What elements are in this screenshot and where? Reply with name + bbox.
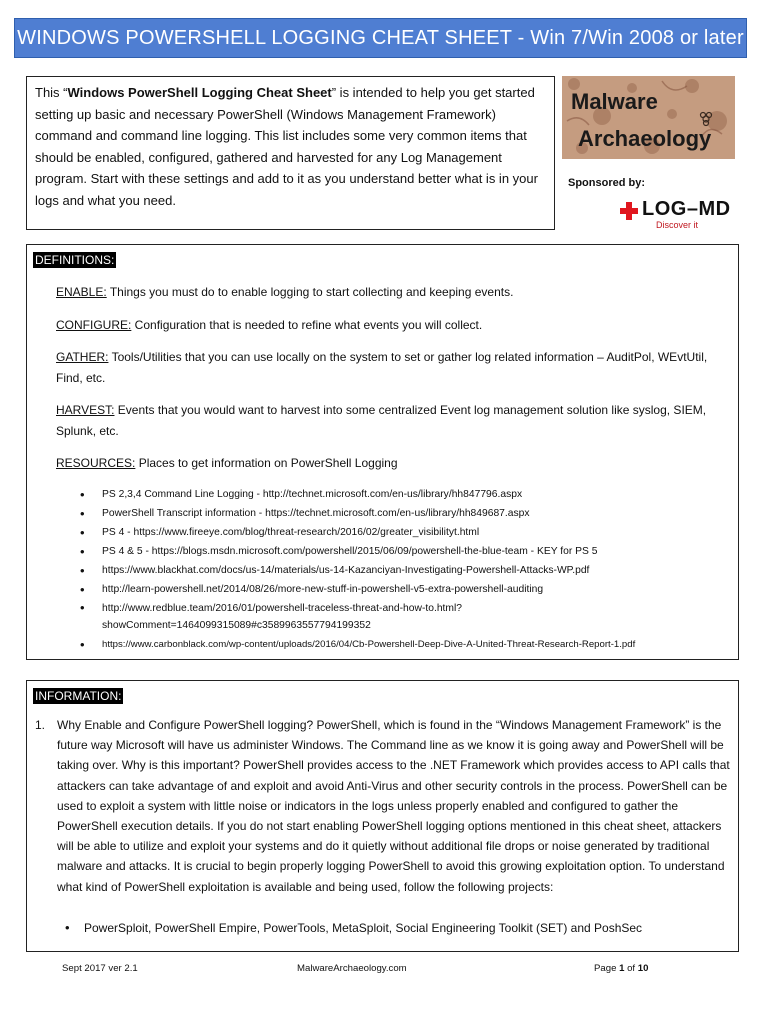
resource-link[interactable]: • http://www.redblue.team/2016/01/powershell-traceless-threat-and-how-to.html?showComment=1464099315089#c3589963557794199352 — [80, 599, 472, 635]
intro-text: ” is intended to help you get started setting up basic and necessary PowerShell (Windows Management Framework) command and command line logging. This list includes some very common items that should be enabled, configured, gathered and harvested for any Log Management program. Start with these settings and add to it as you understand better what is in your logs and what you need. — [35, 85, 538, 208]
definition-gather — [56, 347, 726, 389]
definition-text: Things you must do to enable logging to start collecting and keeping events. — [106, 285, 514, 299]
resource-link[interactable]: • PowerShell Transcript information - https://technet.microsoft.com/en-us/library/hh849687.aspx — [80, 504, 720, 523]
sponsor-label: Sponsored by: — [568, 177, 646, 189]
definition-text: Places to get information on PowerShell Logging — [135, 456, 398, 470]
information-bullet: • PowerSploit, PowerShell Empire, PowerTools, MetaSploit, Social Engineering Toolkit (SET) and PoshSec — [65, 919, 642, 937]
logo-line-2: Archaeology — [578, 126, 712, 151]
log-md-name: LOG–MD — [642, 198, 731, 220]
definition-text: Tools/Utilities that you can use locally on the system to set or gather log related information – AuditPol, WEvtUtil, Find, etc. — [56, 350, 708, 385]
definition-key: ENABLE: — [56, 285, 107, 299]
red-cross-icon — [620, 202, 638, 220]
resource-link[interactable]: • PS 4 & 5 - https://blogs.msdn.microsoft.com/powershell/2015/06/09/powershell-the-blue-team - KEY for PS 5 — [80, 542, 720, 561]
resource-link[interactable]: • https://www.carbonblack.com/wp-content/uploads/2016/04/Cb-Powershell-Deep-Dive-A-United-Threat-Research-Report-1.pdf — [80, 635, 720, 654]
resource-link[interactable]: • PS 2,3,4 Command Line Logging - http://technet.microsoft.com/en-us/library/hh847796.aspx — [80, 485, 720, 504]
footer-site: MalwareArchaeology.com — [297, 963, 407, 974]
resources-list — [80, 485, 720, 654]
intro-box — [26, 76, 555, 230]
footer-page — [594, 963, 648, 974]
footer-date: Sept 2017 ver 2.1 — [62, 963, 138, 974]
page-number: 1 — [619, 963, 625, 974]
page-of: of — [624, 963, 638, 974]
information-section — [26, 680, 739, 952]
definition-configure — [56, 315, 726, 336]
definition-enable — [56, 282, 726, 303]
information-item-number: 1. — [35, 718, 46, 732]
definition-key: RESOURCES: — [56, 456, 136, 470]
malware-archaeology-logo — [562, 76, 735, 159]
page-title: WINDOWS POWERSHELL LOGGING CHEAT SHEET - Win 7/Win 2008 or later — [17, 26, 744, 49]
definition-resources — [56, 453, 726, 474]
intro-bold-title: Windows PowerShell Logging Cheat Sheet — [67, 85, 332, 100]
definition-text: Events that you would want to harvest into some centralized Event log management solution like syslog, SIEM, Splunk, etc. — [56, 403, 707, 438]
definitions-label: DEFINITIONS: — [35, 253, 115, 267]
page-prefix: Page — [594, 963, 620, 974]
definitions-section — [26, 244, 739, 660]
definition-key: CONFIGURE: — [56, 318, 132, 332]
log-md-tagline: Discover it — [656, 220, 699, 230]
definition-key: HARVEST: — [56, 403, 115, 417]
resource-link[interactable]: • https://www.blackhat.com/docs/us-14/materials/us-14-Kazanciyan-Investigating-Powershell-Attacks-WP.pdf — [80, 561, 720, 580]
definition-text: Configuration that is needed to refine what events you will collect. — [131, 318, 483, 332]
logo-line-1: Malware — [571, 89, 658, 114]
resource-link[interactable]: • PS 4 - https://www.fireeye.com/blog/threat-research/2016/02/greater_visibilityt.html — [80, 523, 720, 542]
intro-prefix: This “ — [35, 85, 68, 100]
information-paragraph: Why Enable and Configure PowerShell logging? PowerShell, which is found in the “Windows Management Framework” is the future way Microsoft will have us administer Windows. The Command line as we know it is going away and PowerShell will be taking over. Why is this important? PowerShell provides access to the .NET Framework which provides access to API calls that attackers can take advantage of and exploit and avoid Anti-Virus and other security controls in the process. PowerShell can be used to exploit a system with little noise or indicators in the logs unless properly enabled and configured to gather the PowerShell execution details. If you do not start enabling PowerShell logging options mentioned in this cheat sheet, attackers will be able to utilize and exploit your systems and do it quietly without additional file drops or noise generated by traditional malware and attacks. It is crucial to begin properly logging PowerShell to avoid this growing exploitation option. To understand what kind of PowerShell exploitation is available and being used, follow the following projects: — [57, 718, 730, 894]
information-label: INFORMATION: — [35, 689, 122, 703]
page-total: 10 — [637, 963, 649, 974]
header-title-bar — [14, 18, 747, 58]
definition-key: GATHER: — [56, 350, 109, 364]
resource-link[interactable]: • http://learn-powershell.net/2014/08/26/more-new-stuff-in-powershell-v5-extra-powershell-auditing — [80, 580, 720, 599]
definition-harvest — [56, 400, 726, 442]
log-md-logo — [618, 198, 748, 230]
